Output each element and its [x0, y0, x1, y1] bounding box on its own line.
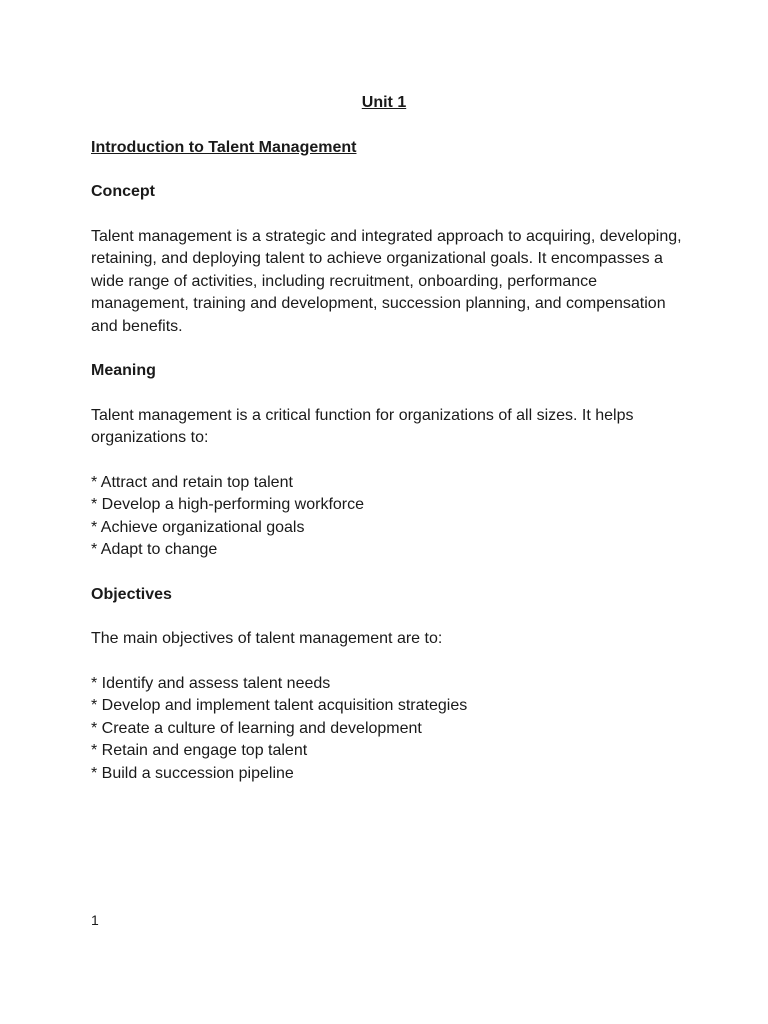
unit-title: Unit 1	[361, 94, 407, 111]
page-number: 1	[91, 912, 99, 928]
meaning-bullet-list	[91, 472, 691, 562]
concept-heading: Concept	[91, 183, 155, 200]
list-item: * Retain and engage top talent	[91, 742, 308, 759]
meaning-paragraph: Talent management is a critical function for organizations of all sizes. It helps organizations to:	[91, 406, 634, 446]
chapter-title: Introduction to Talent Management	[91, 138, 357, 156]
list-item: * Build a succession pipeline	[91, 764, 294, 782]
page-content	[91, 92, 691, 785]
list-item: * Develop and implement talent acquisition strategies	[91, 697, 468, 714]
list-item: * Attract and retain top talent	[91, 473, 293, 491]
list-item: * Adapt to change	[91, 541, 218, 558]
list-item: * Achieve organizational goals	[91, 518, 305, 536]
objectives-heading: Objectives	[91, 585, 172, 603]
meaning-heading: Meaning	[91, 362, 156, 379]
objectives-paragraph: The main objectives of talent management are to:	[91, 630, 443, 647]
objectives-bullet-list	[91, 673, 691, 786]
concept-paragraph: Talent management is a strategic and integrated approach to acquiring, developing, retaining, and deploying talent to achieve organizational goals. It encompasses a wide range of activities, including recruitment, onboarding, performance management, training and development, succession planning, and compensation and benefits.	[91, 227, 682, 335]
list-item: * Identify and assess talent needs	[91, 674, 331, 692]
list-item: * Create a culture of learning and development	[91, 719, 422, 737]
list-item: * Develop a high-performing workforce	[91, 496, 365, 513]
